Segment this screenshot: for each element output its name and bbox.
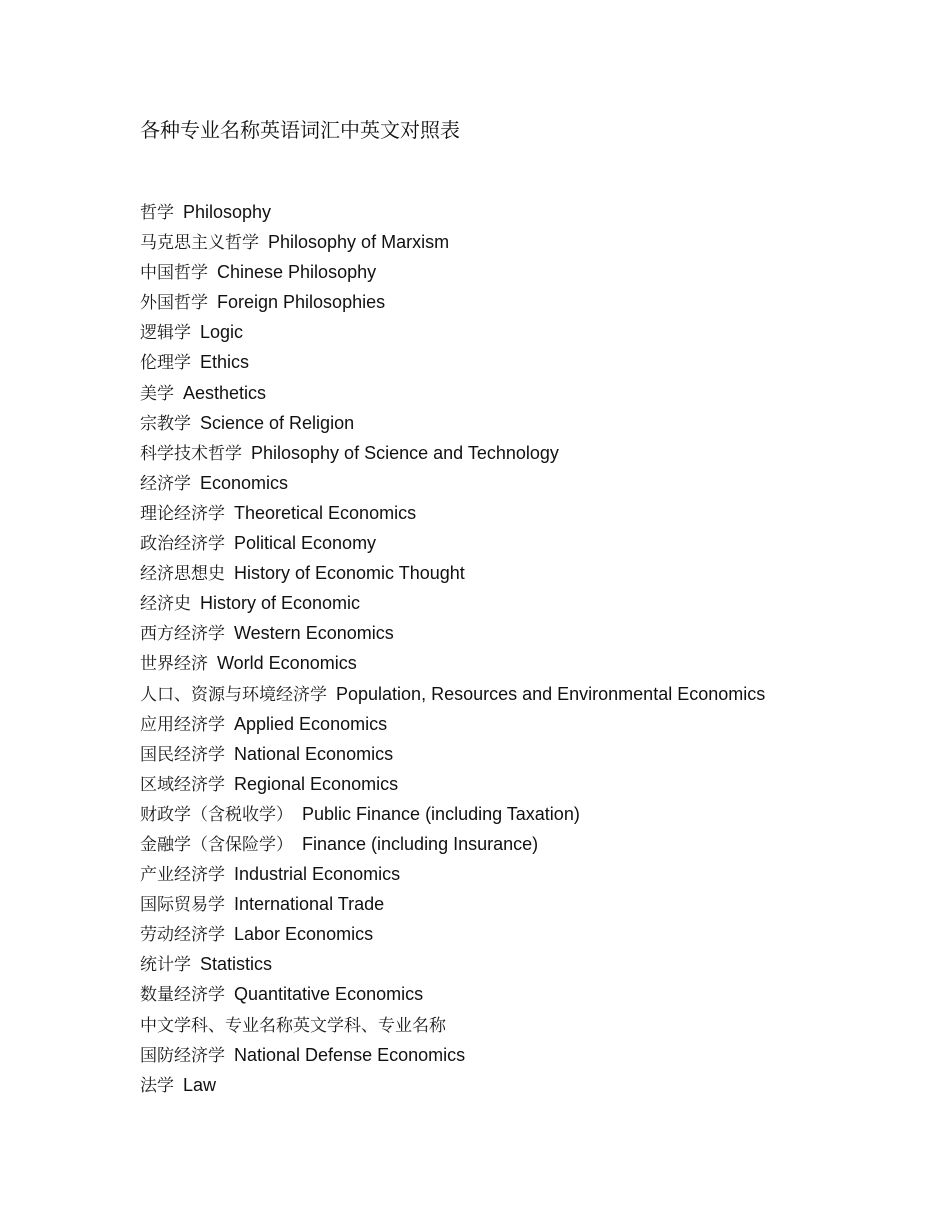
term-row bbox=[140, 1010, 765, 1040]
term-row bbox=[140, 1070, 765, 1100]
term-row bbox=[140, 408, 765, 438]
term-english: National Defense Economics bbox=[234, 1044, 466, 1065]
term-english: Philosophy of Science and Technology bbox=[251, 442, 559, 463]
term-chinese: 法学 bbox=[140, 1075, 174, 1096]
term-row bbox=[140, 498, 765, 528]
term-row bbox=[140, 739, 765, 769]
term-english: Law bbox=[183, 1074, 217, 1095]
term-english: Industrial Economics bbox=[234, 864, 401, 885]
term-row bbox=[140, 528, 765, 558]
term-row bbox=[140, 709, 765, 739]
term-row bbox=[140, 1040, 765, 1070]
term-row bbox=[140, 979, 765, 1009]
term-chinese: 美学 bbox=[140, 383, 174, 404]
term-chinese: 区域经济学 bbox=[140, 774, 225, 795]
term-english: Logic bbox=[200, 322, 244, 343]
term-row bbox=[140, 347, 765, 377]
term-english: National Economics bbox=[234, 743, 394, 764]
term-english: Theoretical Economics bbox=[234, 502, 417, 523]
term-chinese: 中文学科、专业名称英文学科、专业名称 bbox=[140, 1015, 446, 1036]
term-chinese: 产业经济学 bbox=[140, 865, 225, 886]
term-chinese: 世界经济 bbox=[140, 654, 208, 675]
term-chinese: 经济史 bbox=[140, 594, 191, 615]
term-row bbox=[140, 468, 765, 498]
term-chinese: 数量经济学 bbox=[140, 985, 225, 1006]
term-english: World Economics bbox=[217, 653, 357, 674]
term-row bbox=[140, 618, 765, 648]
term-row bbox=[140, 317, 765, 347]
term-row bbox=[140, 769, 765, 799]
term-chinese: 中国哲学 bbox=[140, 263, 208, 284]
term-english: International Trade bbox=[234, 894, 385, 915]
term-chinese: 统计学 bbox=[140, 955, 191, 976]
term-row bbox=[140, 197, 765, 227]
term-row bbox=[140, 949, 765, 979]
term-chinese: 国际贸易学 bbox=[140, 895, 225, 916]
term-chinese: 财政学（含税收学） bbox=[140, 804, 293, 825]
term-english: Philosophy bbox=[183, 202, 272, 222]
term-list bbox=[140, 197, 765, 1100]
term-row bbox=[140, 378, 765, 408]
term-english: Western Economics bbox=[234, 623, 394, 644]
term-english: Economics bbox=[200, 472, 289, 493]
term-row bbox=[140, 558, 765, 588]
term-row bbox=[140, 859, 765, 889]
term-chinese: 政治经济学 bbox=[140, 534, 225, 555]
term-english: Population, Resources and Environmental Economics bbox=[336, 683, 766, 704]
term-chinese: 西方经济学 bbox=[140, 624, 225, 645]
term-chinese: 宗教学 bbox=[140, 413, 191, 434]
term-chinese: 劳动经济学 bbox=[140, 925, 225, 946]
term-row bbox=[140, 287, 765, 317]
term-english: Quantitative Economics bbox=[234, 984, 424, 1005]
term-english: Foreign Philosophies bbox=[217, 292, 386, 313]
term-english: Ethics bbox=[200, 352, 250, 373]
term-row bbox=[140, 588, 765, 618]
term-row bbox=[140, 919, 765, 949]
term-english: Philosophy of Marxism bbox=[268, 232, 450, 253]
term-row bbox=[140, 799, 765, 829]
term-chinese: 科学技术哲学 bbox=[140, 443, 242, 464]
term-chinese: 外国哲学 bbox=[140, 293, 208, 314]
term-row bbox=[140, 227, 765, 257]
term-english: Chinese Philosophy bbox=[217, 262, 377, 283]
term-row bbox=[140, 257, 765, 287]
term-chinese: 伦理学 bbox=[140, 353, 191, 374]
term-english: Regional Economics bbox=[234, 773, 399, 794]
document-title: 各种专业名称英语词汇中英文对照表 bbox=[140, 118, 460, 142]
term-english: Labor Economics bbox=[234, 924, 374, 945]
term-chinese: 金融学（含保险学） bbox=[140, 834, 293, 855]
term-english: Finance (including Insurance) bbox=[302, 833, 539, 854]
term-english: Statistics bbox=[200, 954, 273, 975]
term-chinese: 马克思主义哲学 bbox=[140, 233, 259, 254]
term-row bbox=[140, 829, 765, 859]
term-chinese: 国防经济学 bbox=[140, 1045, 225, 1066]
term-english: History of Economic Thought bbox=[234, 563, 465, 584]
term-row bbox=[140, 679, 765, 709]
term-chinese: 国民经济学 bbox=[140, 744, 225, 765]
term-row bbox=[140, 438, 765, 468]
term-chinese: 人口、资源与环境经济学 bbox=[140, 684, 327, 705]
term-english: Public Finance (including Taxation) bbox=[302, 803, 580, 824]
term-chinese: 经济学 bbox=[140, 473, 191, 494]
term-chinese: 逻辑学 bbox=[140, 323, 191, 344]
term-chinese: 理论经济学 bbox=[140, 503, 225, 524]
term-chinese: 哲学 bbox=[140, 203, 174, 223]
term-english: Aesthetics bbox=[183, 382, 267, 403]
term-english: History of Economic bbox=[200, 593, 361, 614]
term-chinese: 经济思想史 bbox=[140, 564, 225, 585]
term-english: Political Economy bbox=[234, 533, 377, 554]
term-english: Science of Religion bbox=[200, 412, 355, 433]
term-row bbox=[140, 889, 765, 919]
term-row bbox=[140, 648, 765, 678]
term-chinese: 应用经济学 bbox=[140, 714, 225, 735]
term-english: Applied Economics bbox=[234, 713, 388, 734]
